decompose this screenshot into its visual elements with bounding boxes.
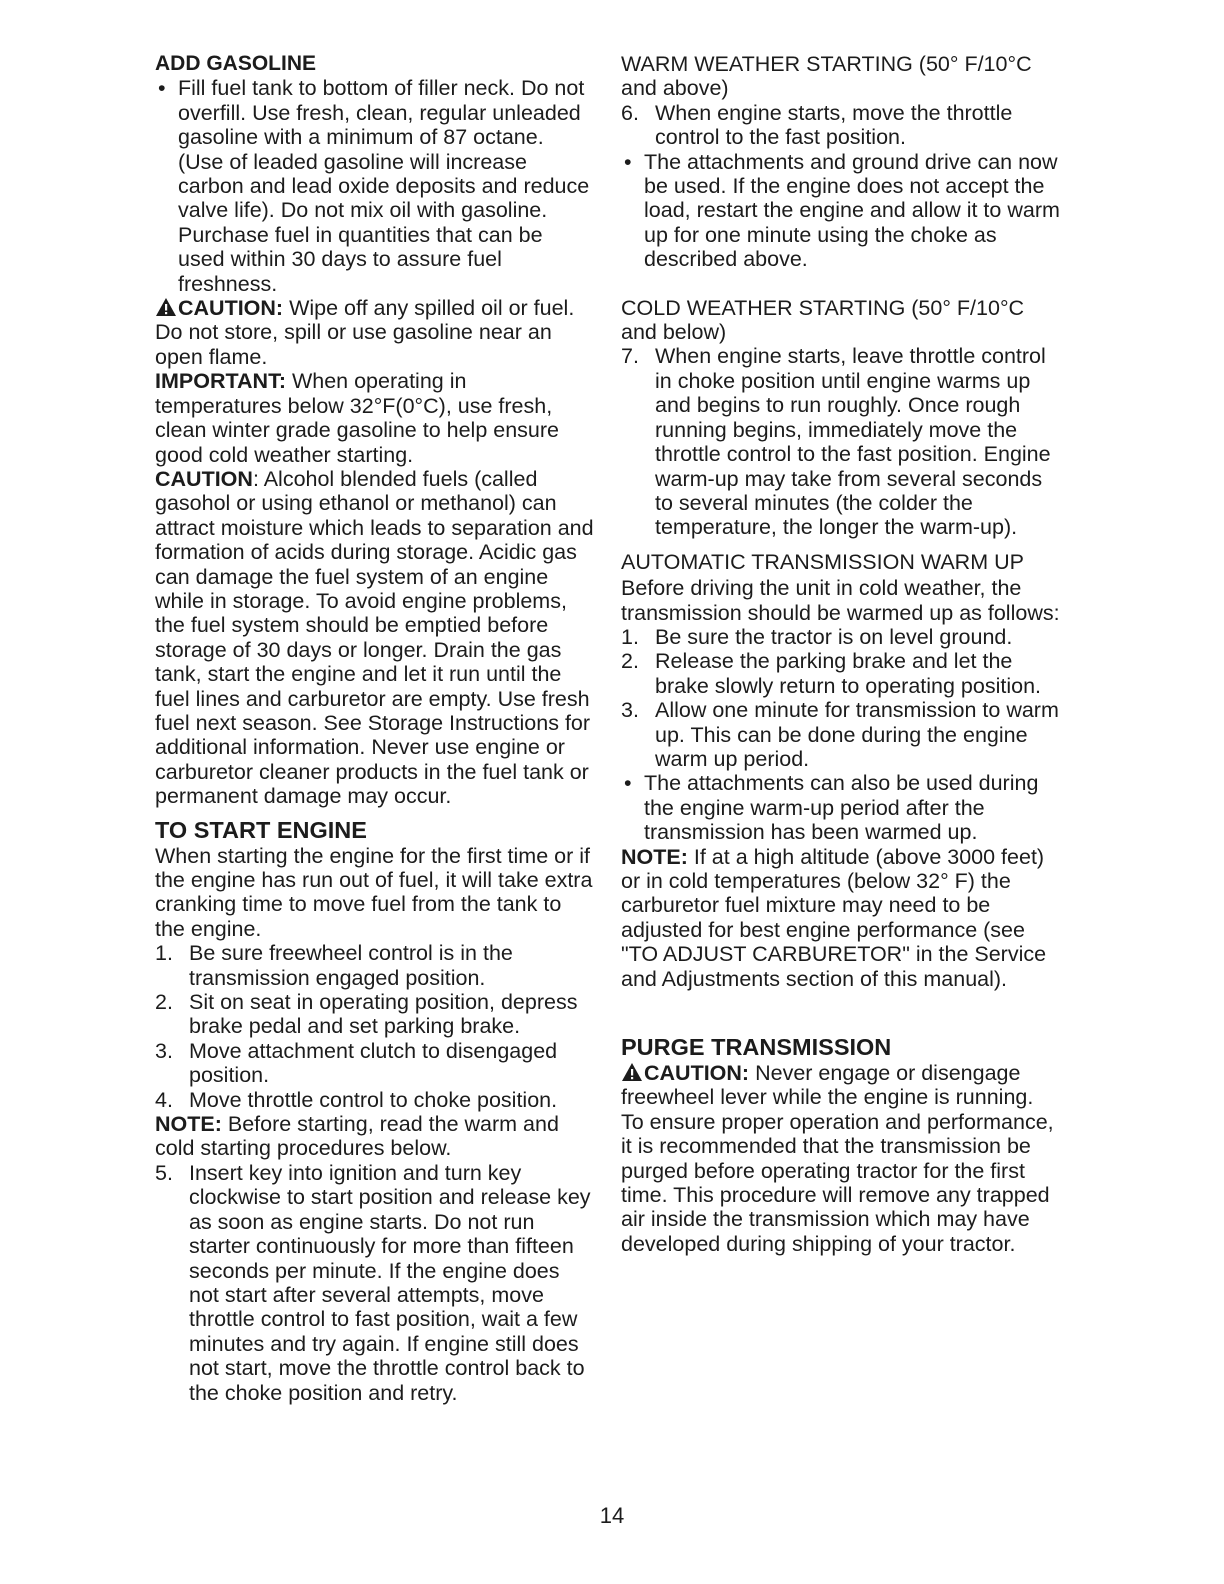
step-text: Be sure freewheel control is in the transmission engaged position.	[189, 941, 513, 990]
altitude-note	[621, 845, 1061, 991]
note-text: Before starting, read the warm and cold starting procedures below.	[155, 1112, 559, 1161]
note-label: NOTE:	[621, 844, 688, 869]
step-text: When engine starts, leave throttle control in choke position until engine warms up and begins to run roughly. Once rough running begins, immediately move the throttle control to the fast position. Engine warm-up may take from several seconds to several minutes (the colder the temperature, the longer the warm-up).	[655, 344, 1051, 540]
bullet-mark: •	[624, 771, 632, 796]
start-step-5	[155, 1161, 595, 1405]
bullet-mark: •	[158, 76, 166, 101]
auto-transmission-section	[621, 550, 1061, 991]
add-gasoline-heading: ADD GASOLINE	[155, 52, 317, 75]
warning-triangle-icon	[621, 1062, 643, 1082]
start-note	[155, 1112, 595, 1161]
step-number: 2.	[155, 990, 173, 1015]
start-step-2	[155, 990, 595, 1039]
caution-paragraph	[155, 296, 595, 369]
step-number: 6.	[621, 100, 639, 125]
step-number: 2.	[621, 649, 639, 674]
page-number: 14	[599, 1503, 625, 1528]
caution-text: Never engage or disengage freewheel lever while the engine is running.	[621, 1061, 1034, 1110]
trans-bullet-text: The attachments can also be used during the engine warm-up period after the transmission has been warmed up.	[644, 771, 1039, 845]
step-text: When engine starts, move the throttle control to the fast position.	[655, 100, 1013, 150]
step-text: Move throttle control to choke position.	[189, 1087, 558, 1112]
alcohol-caution-label: CAUTION	[155, 466, 253, 491]
purge-body: To ensure proper operation and performance, it is recommended that the transmission be purged before operating tractor for the first time. This procedure will remove any trapped air inside the transmission which may have developed during shipping of your tractor.	[621, 1109, 1054, 1256]
note-text: If at a high altitude (above 3000 feet) or in cold temperatures (below 32° F) the carburetor fuel mixture may need to be adjusted for best engine performance (see "TO ADJUST CARBURETOR" in the Service and Adjustments section of this manual).	[621, 844, 1047, 991]
right-column	[621, 52, 1061, 1256]
add-gasoline-section	[155, 52, 595, 809]
important-label: IMPORTANT:	[155, 369, 286, 394]
caution-text: Wipe off any spilled oil or fuel. Do not store, spill or use gasoline near an open flame.	[155, 296, 575, 369]
warning-triangle-icon	[155, 297, 177, 317]
start-step-4	[155, 1088, 595, 1112]
step-text: Be sure the tractor is on level ground.	[655, 624, 1013, 649]
alcohol-caution-paragraph	[155, 467, 595, 809]
trans-bullet	[621, 771, 1061, 844]
step-number: 5.	[155, 1160, 173, 1185]
bullet-mark: •	[624, 149, 632, 174]
important-text: When operating in temperatures below 32°F(0°C), use fresh, clean winter grade gasoline to help ensure good cold weather starting.	[155, 369, 559, 467]
caution-label: CAUTION:	[644, 1061, 750, 1086]
fuel-bullet-text: Fill fuel tank to bottom of filler neck. Do not overfill. Use fresh, clean, regular unleaded gasoline with a minimum of 87 octane. (Use of leaded gasoline will increase carbon and lead oxide deposits and reduce valve life). Do not mix oil with gasoline. Purchase fuel in quantities that can be used within 30 days to assure fuel freshness.	[178, 76, 590, 296]
cold-weather-section	[621, 296, 1061, 540]
caution-label: CAUTION:	[178, 296, 284, 321]
to-start-engine-heading: TO START ENGINE	[155, 816, 367, 843]
step-number: 1.	[155, 941, 173, 966]
step-number: 1.	[621, 624, 639, 649]
trans-step-1	[621, 625, 1061, 649]
warm-bullet-text: The attachments and ground drive can now be used. If the engine does not accept the load, restart the engine and allow it to warm up for one minute using the choke as described above.	[644, 149, 1060, 272]
auto-transmission-intro: Before driving the unit in cold weather, the transmission should be warmed up as follows:	[621, 576, 1060, 625]
step-text: Move attachment clutch to disengaged position.	[189, 1038, 558, 1088]
purge-transmission-section	[621, 1033, 1061, 1256]
step-number: 3.	[621, 698, 639, 723]
to-start-engine-section	[155, 816, 595, 1405]
purge-transmission-heading: PURGE TRANSMISSION	[621, 1034, 892, 1061]
trans-step-3	[621, 698, 1061, 771]
warm-weather-heading: WARM WEATHER STARTING (50° F/10°C and above)	[621, 52, 1032, 101]
step-text: Allow one minute for transmission to warm up. This can be done during the engine warm up period.	[655, 698, 1059, 771]
trans-step-2	[621, 649, 1061, 698]
step-number: 7.	[621, 344, 639, 369]
cold-step-7	[621, 344, 1061, 539]
warm-step-6	[621, 101, 1061, 150]
left-column	[155, 52, 595, 1405]
start-step-3	[155, 1039, 595, 1088]
step-number: 4.	[155, 1087, 173, 1112]
step-text: Release the parking brake and let the brake slowly return to operating position.	[655, 649, 1042, 698]
step-text: Insert key into ignition and turn key clockwise to start position and release key as soon as engine starts. Do not run starter continuously for more than fifteen seconds per minute. If the engine does not start after several attempts, move throttle control to fast position, wait a few minutes and try again. If engine still does not start, move the throttle control back to the choke position and retry.	[189, 1160, 591, 1405]
start-step-1	[155, 941, 595, 990]
step-number: 3.	[155, 1038, 173, 1063]
start-engine-intro: When starting the engine for the first time or if the engine has run out of fuel, it will take extra cranking time to move fuel from the tank to the engine.	[155, 843, 593, 941]
warm-bullet	[621, 150, 1061, 272]
note-label: NOTE:	[155, 1112, 222, 1137]
warm-weather-section	[621, 52, 1061, 272]
auto-transmission-heading: AUTOMATIC TRANSMISSION WARM UP	[621, 549, 1024, 574]
purge-caution-paragraph	[621, 1061, 1061, 1110]
step-text: Sit on seat in operating position, depress brake pedal and set parking brake.	[189, 990, 578, 1039]
cold-weather-heading: COLD WEATHER STARTING (50° F/10°C and below)	[621, 295, 1025, 345]
fuel-bullet	[155, 76, 595, 296]
important-paragraph	[155, 369, 595, 467]
alcohol-caution-text: : Alcohol blended fuels (called gasohol or using ethanol or methanol) can attract moisture which leads to separation and formation of acids during storage. Acidic gas can damage the fuel system of an engine while in storage. To avoid engine problems, the fuel system should be emptied before storage of 30 days or longer. Drain the gas tank, start the engine and let it run until the fuel lines and carburetor are empty. Use fresh fuel next season. See Storage Instructions for additional information. Never use engine or carburetor cleaner products in the fuel tank or permanent damage may occur.	[155, 466, 594, 809]
